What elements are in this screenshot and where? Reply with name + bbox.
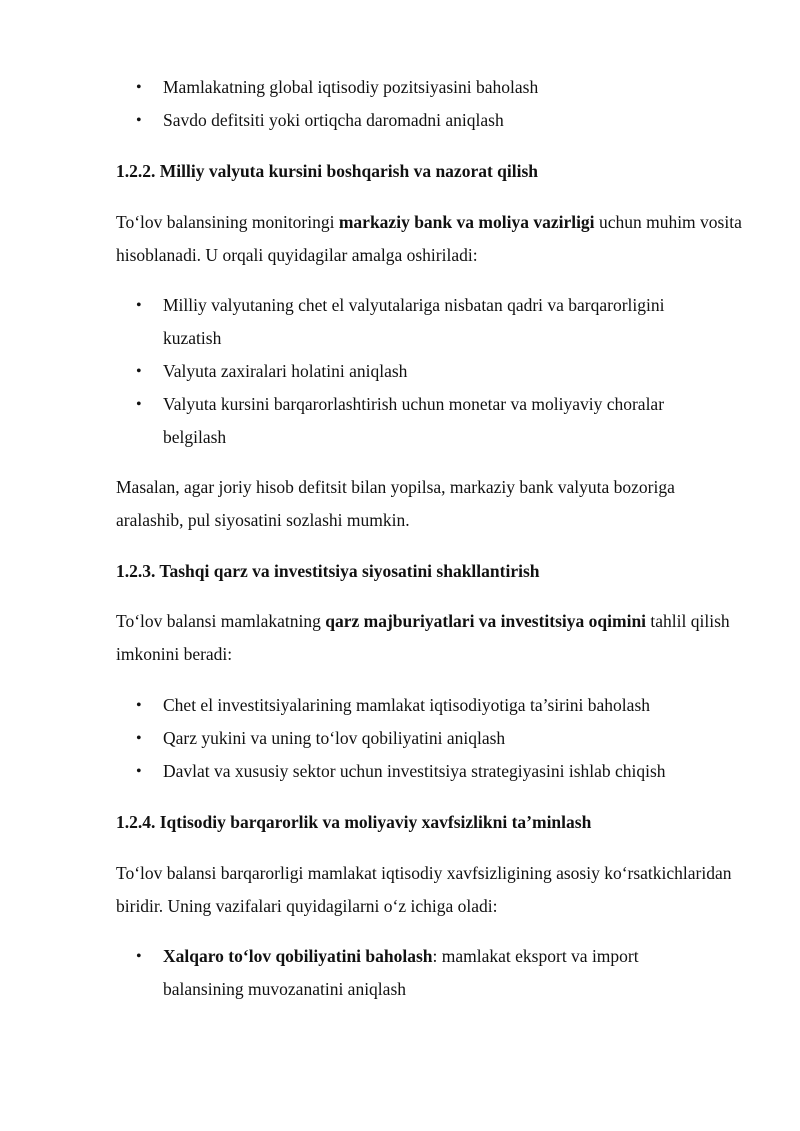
bullet-icon: • — [136, 396, 142, 413]
bullet-list — [116, 689, 746, 788]
list-item — [116, 755, 723, 788]
top-bullet-list — [116, 71, 746, 137]
bullet-icon: • — [136, 297, 142, 314]
list-item — [116, 722, 723, 755]
paragraph: Masalan, agar joriy hisob defitsit bilan yopilsa, markaziy bank valyuta bozoriga aralashib, pul siyosatini sozlashi mumkin. — [116, 477, 675, 530]
paragraph-text: uchun muhim vosita hisoblanadi. U orqali quyidagilar amalga oshiriladi: — [116, 212, 742, 265]
bullet-icon: • — [136, 697, 142, 714]
section-heading: 1.2.3. Tashqi qarz va investitsiya siyosatini shakllantirish — [116, 561, 540, 581]
list-item-text: Savdo defitsiti yoki ortiqcha daromadni aniqlash — [163, 110, 504, 130]
list-item-text: : mamlakat eksport va import balansining muvozanatini aniqlash — [163, 946, 639, 999]
list-item — [116, 388, 723, 454]
list-item-bold-text: Xalqaro to‘lov qobiliyatini baholash — [163, 946, 433, 966]
list-item — [116, 289, 723, 355]
list-item-text: Milliy valyutaning chet el valyutalariga nisbatan qadri va barqarorligini kuzatish — [163, 295, 665, 348]
list-item — [116, 355, 723, 388]
list-item — [116, 71, 723, 104]
list-item-text: Valyuta zaxiralari holatini aniqlash — [163, 361, 408, 381]
list-item-text: Davlat va xususiy sektor uchun investitsiya strategiyasini ishlab chiqish — [163, 761, 666, 781]
list-item — [116, 689, 723, 722]
list-item-text: Chet el investitsiyalarining mamlakat iqtisodiyotiga ta’sirini baholash — [163, 695, 651, 715]
paragraph-text: To‘lov balansining monitoringi — [116, 212, 339, 232]
bullet-icon: • — [136, 763, 142, 780]
bullet-icon: • — [136, 112, 142, 129]
bullet-list — [116, 940, 746, 1006]
section-heading: 1.2.4. Iqtisodiy barqarorlik va moliyaviy xavfsizlikni ta’minlash — [116, 812, 592, 832]
bullet-list — [116, 289, 746, 454]
bullet-icon: • — [136, 948, 142, 965]
paragraph-text: To‘lov balansi mamlakatning — [116, 611, 326, 631]
bullet-icon: • — [136, 730, 142, 747]
paragraph-bold-text: qarz majburiyatlari va investitsiya oqimini — [325, 611, 647, 631]
bullet-icon: • — [136, 363, 142, 380]
paragraph-text: tahlil qilish imkonini beradi: — [116, 611, 730, 664]
list-item-text: Valyuta kursini barqarorlashtirish uchun monetar va moliyaviy choralar belgilash — [163, 394, 665, 447]
list-item-text: Qarz yukini va uning to‘lov qobiliyatini aniqlash — [163, 728, 506, 748]
list-item — [116, 104, 723, 137]
list-item — [116, 940, 723, 1006]
section-heading: 1.2.2. Milliy valyuta kursini boshqarish va nazorat qilish — [116, 161, 539, 181]
paragraph — [116, 605, 746, 671]
list-item-text: Mamlakatning global iqtisodiy pozitsiyasini baholash — [163, 77, 539, 97]
paragraph — [116, 206, 746, 272]
bullet-icon: • — [136, 79, 142, 96]
paragraph: To‘lov balansi barqarorligi mamlakat iqtisodiy xavfsizligining asosiy ko‘rsatkichlaridan biridir. Uning vazifalari quyidagilarni o‘z ichiga oladi: — [116, 863, 732, 916]
paragraph-bold-text: markaziy bank va moliya vazirligi — [338, 212, 595, 232]
